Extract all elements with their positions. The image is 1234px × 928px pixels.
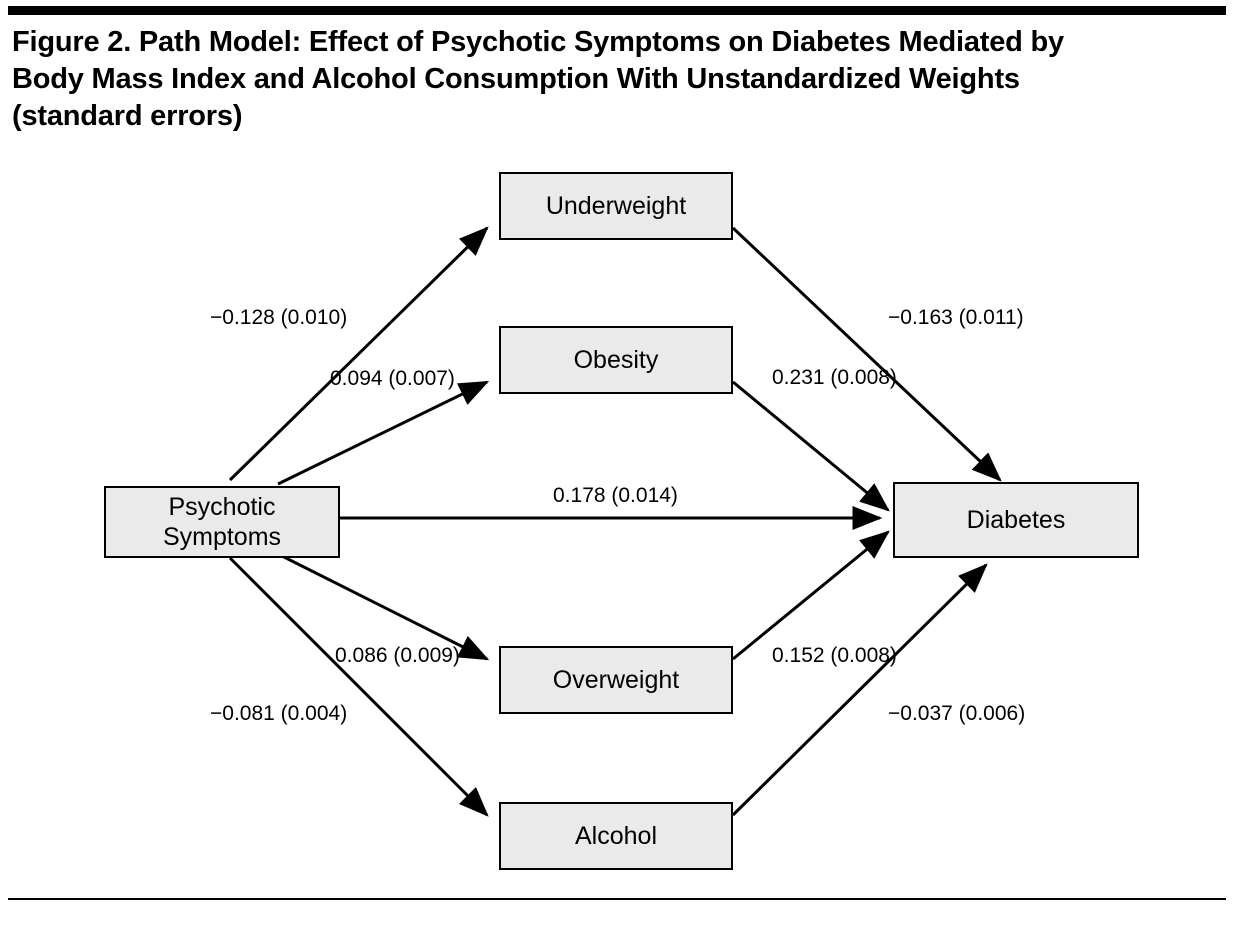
edge-psychotic-underweight (230, 228, 487, 480)
edge-obesity-diabetes (733, 382, 888, 510)
label-psychotic-overweight: 0.086 (0.009) (335, 644, 460, 667)
bottom-rule (8, 898, 1226, 900)
node-psychotic-symptoms-line1: Psychotic (168, 493, 276, 521)
label-psychotic-underweight: −0.128 (0.010) (210, 306, 348, 329)
label-obesity-diabetes: 0.231 (0.008) (772, 366, 897, 389)
label-overweight-diabetes: 0.152 (0.008) (772, 644, 897, 667)
label-psychotic-alcohol: −0.081 (0.004) (210, 702, 348, 725)
label-psychotic-diabetes: 0.178 (0.014) (553, 484, 678, 507)
node-overweight: Overweight (499, 646, 733, 714)
edge-psychotic-alcohol (230, 558, 487, 815)
edge-alcohol-diabetes (733, 565, 986, 815)
edge-underweight-diabetes (733, 228, 1000, 480)
label-alcohol-diabetes: −0.037 (0.006) (888, 702, 1026, 725)
node-diabetes: Diabetes (893, 482, 1139, 558)
node-alcohol: Alcohol (499, 802, 733, 870)
top-rule (8, 6, 1226, 15)
node-underweight: Underweight (499, 172, 733, 240)
label-underweight-diabetes: −0.163 (0.011) (888, 306, 1024, 329)
edge-psychotic-obesity (278, 382, 487, 484)
node-psychotic-symptoms-line2: Symptoms (162, 523, 282, 551)
label-psychotic-obesity: 0.094 (0.007) (330, 367, 455, 390)
figure-title: Figure 2. Path Model: Effect of Psychotic Symptoms on Diabetes Mediated by Body Mass Index and Alcohol Consumption With Unstandardized Weights (standard errors) (12, 26, 1064, 133)
node-obesity: Obesity (499, 326, 733, 394)
edge-overweight-diabetes (733, 532, 888, 659)
node-psychotic-symptoms (104, 486, 340, 558)
path-model-diagram (0, 150, 1234, 890)
